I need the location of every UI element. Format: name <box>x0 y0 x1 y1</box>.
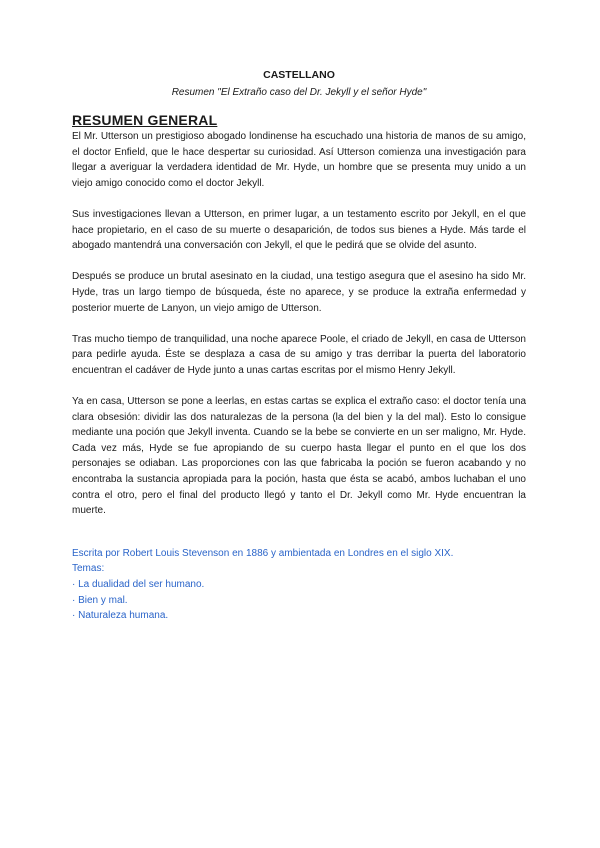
themes-label: Temas: <box>72 563 105 575</box>
theme-item: · Bien y mal. <box>72 594 128 606</box>
theme-item: · Naturaleza humana. <box>72 610 169 622</box>
paragraph: Ya en casa, Utterson se pone a leerlas, en estas cartas se explica el extraño caso: el doctor tenía una clara obsesión: dividir las dos naturalezas de la persona (la del bien y la del mal). Esto lo consigue mediante una poción que Jekyll inventa. Cuando se la bebe se convierte en un ser maligno, Mr. Hyde. Cada vez más, Hyde se fue apropiando de su cuerpo hasta llegar el punto en el que los dos personajes se odiaban. Las proporciones con las que fabricaba la poción se fueron acabando y no encontraba la sustancia apropiada para la poción, hasta que ésta se acabó, ambos luchaban el uno contra el otro, pero el final del producto llegó y tanto el Dr. Jekyll como Mr. Hyde encuentran la muerte. <box>72 396 526 517</box>
theme-item: · La dualidad del ser humano. <box>72 579 205 591</box>
paragraph: El Mr. Utterson un prestigioso abogado londinense ha escuchado una historia de manos de su amigo, el doctor Enfield, que le hace despertar su curiosidad. Así Utterson comienza una investigación para llegar a averiguar la verdadera identidad de Mr. Hyde, un hombre que se presenta muy unido a un viejo amigo conocido como el doctor Jekyll. <box>72 131 526 189</box>
document-page <box>72 68 526 624</box>
author-line: Escrita por Robert Louis Stevenson en 1886 y ambientada en Londres en el siglo XIX. <box>72 547 454 559</box>
subject-heading: CASTELLANO <box>263 69 335 81</box>
paragraph: Después se produce un brutal asesinato en la ciudad, una testigo asegura que el asesino ha sido Mr. Hyde, tras un largo tiempo de búsqueda, éste no aparece, y se produce la extraña enfermedad y posterior muerte de Lanyon, un viejo amigo de Utterson. <box>72 271 526 314</box>
paragraph: Tras mucho tiempo de tranquilidad, una noche aparece Poole, el criado de Jekyll, en casa de Utterson para pedirle ayuda. Éste se desplaza a casa de su amigo y tras derribar la puerta del laboratorio encuentran el cadáver de Hyde junto a unas cartas escritas por el mismo Henry Jekyll. <box>72 333 526 376</box>
section-title: RESUMEN GENERAL <box>72 112 218 128</box>
document-subtitle: Resumen "El Extraño caso del Dr. Jekyll y el señor Hyde" <box>171 87 427 98</box>
book-info <box>72 546 526 624</box>
summary-body <box>72 129 526 519</box>
paragraph: Sus investigaciones llevan a Utterson, en primer lugar, a un testamento escrito por Jekyll, en el que hace propietario, en el caso de su muerte o desaparición, de todos sus bienes a Hyde. Más tarde el abogado mantendrá una conversación con Jekyll, el que le pedirá que se olvide del asunto. <box>72 208 526 252</box>
